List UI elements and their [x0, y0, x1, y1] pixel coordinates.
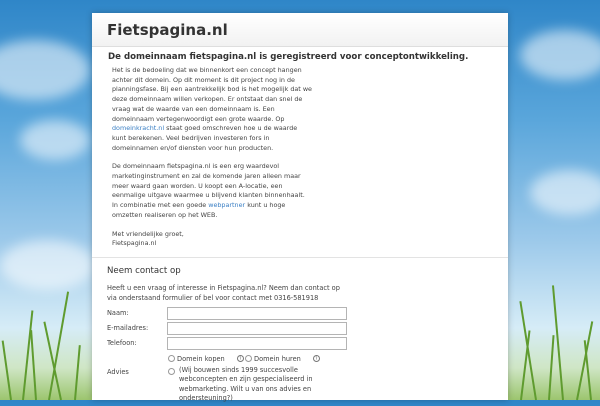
radio-rent[interactable]	[245, 355, 252, 362]
paragraph	[112, 162, 312, 220]
option-buy[interactable]	[168, 355, 244, 363]
signature-block	[112, 230, 312, 249]
paragraph-text: staat goed omschreven hoe u de waarde kunt berekenen. Veel bedrijven investeren fors in domeinnamen en/of diensten voor hun producten.	[112, 124, 298, 152]
email-input[interactable]	[167, 322, 347, 335]
webpartner-link[interactable]: webpartner	[208, 201, 246, 210]
cloud	[0, 40, 90, 100]
help-icon[interactable]: ?	[313, 355, 320, 362]
cloud	[520, 30, 600, 80]
contact-intro: Heeft u een vraag of interesse in Fietspagina.nl? Neem dan contact op via onderstaand formulier of bel voor contact met 0316-581918	[107, 283, 340, 302]
phone-row	[107, 337, 508, 352]
domeinkracht-link[interactable]: domeinkracht.nl	[112, 124, 165, 133]
name-row	[107, 307, 508, 322]
header-bar	[92, 13, 508, 47]
signature: Fietspagina.nl	[112, 239, 157, 248]
headline: De domeinnaam fietspagina.nl is geregistreerd voor conceptontwikkeling.	[108, 52, 469, 62]
paragraph-text: De domeinnaam fietspagina.nl is een erg waardevol marketinginstrument en zal de komende jaren alleen maar meer waard gaan worden. U koopt een A-locatie, een eenmalige uitgave waarmee u blijvend klanten binnenhaalt. In combinatie met een goede	[112, 162, 305, 210]
cloud	[0, 240, 95, 290]
help-icon[interactable]: ?	[237, 355, 244, 362]
email-row	[107, 322, 508, 337]
paragraph-text: kunt u hoge omzetten realiseren op het WEB.	[112, 201, 286, 219]
paragraph-text: Het is de bedoeling dat we binnenkort een concept hangen achter dit domein. Op dit moment is dit project nog in de planningsfase. Bij een aantrekkelijk bod is het mogelijk dat we deze domeinnaam willen verkopen. Er ontstaat dan snel de vraag wat de waarde van een domeinnaam is. Een domeinnaam vertegenwoordigt een grote waarde. Op	[112, 66, 312, 123]
contact-title: Neem contact op	[107, 265, 181, 276]
email-label: E-mailadres:	[107, 323, 149, 332]
option-rent-label: Domein huren	[254, 354, 301, 363]
cloud	[20, 120, 90, 160]
radio-advies[interactable]	[168, 368, 175, 375]
main-panel	[92, 13, 508, 403]
paragraph	[112, 66, 312, 153]
grass-blade	[74, 345, 81, 400]
contact-section	[92, 258, 508, 406]
advies-text: (Wij bouwen sinds 1999 succesvolle webconcepten en zijn gespecialiseerd in webmarketing. Wilt u van ons advies en ondersteuning?)	[179, 365, 313, 403]
option-rent[interactable]	[245, 355, 320, 363]
name-input[interactable]	[167, 307, 347, 320]
radio-buy[interactable]	[168, 355, 175, 362]
content-text	[92, 62, 312, 249]
phone-label: Telefoon:	[107, 338, 137, 347]
site-title: Fietspagina.nl	[107, 20, 228, 39]
option-buy-label: Domein kopen	[177, 354, 225, 363]
advies-label: Advies	[107, 367, 129, 376]
cloud	[530, 170, 600, 215]
phone-input[interactable]	[167, 337, 347, 350]
grass-blade	[2, 340, 12, 400]
grass-blade	[548, 335, 555, 400]
name-label: Naam:	[107, 308, 129, 317]
greeting: Met vriendelijke groet,	[112, 229, 184, 238]
grass-blade	[30, 330, 37, 400]
domain-options	[107, 352, 508, 366]
